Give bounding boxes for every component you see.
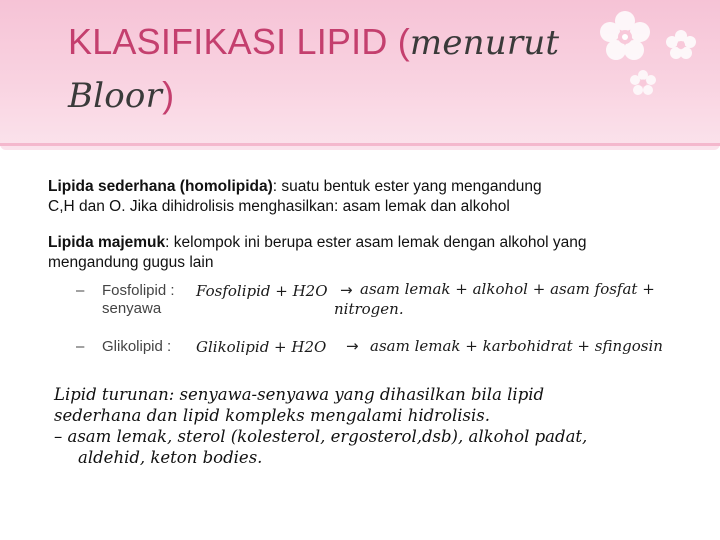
sederhana-line2: C,H dan O. Jika dihidrolisis menghasilkan: asam lemak dan alkohol <box>48 198 510 215</box>
fosfolipid-dash: – <box>76 282 85 299</box>
header-divider <box>0 143 720 146</box>
glikolipid-reaction: Glikolipid + H2O <box>196 338 327 356</box>
fosfolipid-arrow: → <box>340 281 353 299</box>
majemuk-term: Lipida majemuk <box>48 234 166 251</box>
sederhana-paragraph <box>48 177 688 217</box>
glikolipid-dash: – <box>76 338 85 355</box>
flower-large-icon <box>596 8 654 66</box>
title-plain: KLASIFIKASI LIPID ( <box>68 21 410 62</box>
majemuk-line2: mengandung gugus lain <box>48 254 214 271</box>
turunan-line3: – asam lemak, sterol (kolesterol, ergosterol,dsb), alkohol padat, <box>54 427 588 446</box>
title-close: ) <box>162 74 175 115</box>
flower-tiny-icon <box>628 68 658 98</box>
turunan-line1: Lipid turunan: senyawa-senyawa yang dihasilkan bila lipid <box>54 385 545 404</box>
majemuk-line1: : kelompok ini berupa ester asam lemak dengan alkohol yang <box>165 234 587 251</box>
fosfolipid-products-line2: nitrogen. <box>334 300 404 318</box>
fosfolipid-reaction: Fosfolipid + H2O <box>196 282 328 300</box>
title-script-1: menurut <box>409 23 560 63</box>
sederhana-term: Lipida sederhana (homolipida) <box>48 178 273 195</box>
glikolipid-products: asam lemak + karbohidrat + sfingosin <box>370 337 663 355</box>
turunan-line4: aldehid, keton bodies. <box>78 448 263 467</box>
turunan-paragraph <box>54 384 694 468</box>
title-script-2: Bloor <box>68 76 163 116</box>
fosfolipid-label-line2: senyawa <box>102 300 162 317</box>
turunan-line2: sederhana dan lipid kompleks mengalami hidrolisis. <box>54 406 491 425</box>
slide-title <box>68 16 588 122</box>
fosfolipid-label: Fosfolipid : <box>102 282 175 299</box>
flower-small-icon <box>664 28 698 62</box>
sederhana-line1: : suatu bentuk ester yang mengandung <box>272 178 542 195</box>
fosfolipid-products: asam lemak + alkohol + asam fosfat + <box>360 280 655 298</box>
majemuk-paragraph <box>48 233 698 273</box>
glikolipid-arrow: → <box>346 337 359 355</box>
glikolipid-label: Glikolipid : <box>102 338 172 355</box>
